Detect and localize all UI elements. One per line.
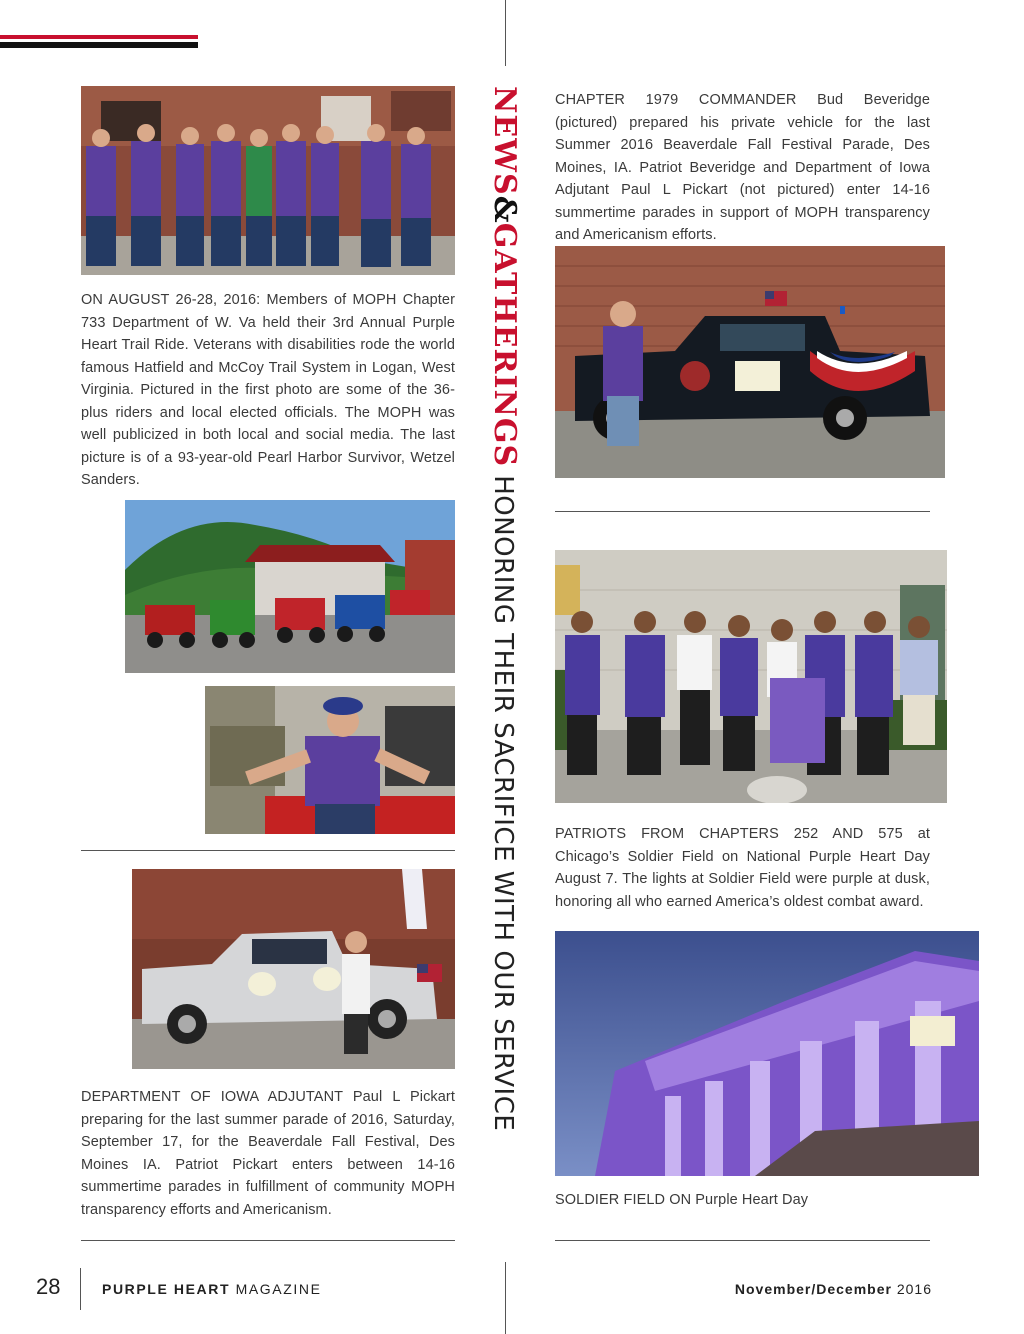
top-divider-line [505, 0, 506, 66]
caption-iowa-adjutant: DEPARTMENT OF IOWA ADJUTANT Paul L Pickart preparing for the last summer parade of 2016, Saturday, September 17, for the Beaverdale Fall Festival, Des Moines IA. Patriot Pickart enters between 14-16 summertime parades in fulfillment of community MOPH transparency efforts and Americanism. [81, 1089, 455, 1218]
photo-trail-ride-group [81, 86, 455, 275]
left-divider-rule-2 [81, 1240, 455, 1241]
page-number: 28 [36, 1274, 61, 1299]
section-subtitle: HONORING THEIR SACRIFICE WITH OUR SERVICE [488, 475, 518, 1132]
magazine-name [102, 1281, 322, 1297]
title-gatherings: GATHERINGS [487, 222, 522, 468]
header-red-rule [0, 35, 198, 39]
section-title [488, 86, 520, 1246]
caption-commander: CHAPTER 1979 COMMANDER Bud Beveridge (pictured) prepared his private vehicle for the last Summer 2016 Beaverdale Fall Festival Parade, Des Moines, IA. Patriot Beveridge and Department of Iowa Adjutant Paul L Pickart (not pictured) enter 14-16 summertime parades in support of MOPH transparency and Americanism efforts. [555, 92, 930, 243]
right-divider-rule-2 [555, 1240, 930, 1241]
issue-months: November/December [734, 1281, 892, 1297]
issue-date [735, 1281, 932, 1297]
photo-iowa-adjutant-truck [132, 869, 455, 1069]
magazine-name-rest: MAGAZINE [235, 1281, 322, 1297]
magazine-name-bold: PURPLE HEART [102, 1281, 231, 1297]
title-ampersand: & [487, 195, 522, 223]
title-news: NEWS [487, 86, 522, 196]
photo-soldier-field-purple [555, 931, 979, 1176]
photo-commander-pickup [555, 246, 945, 478]
header-black-rule [0, 42, 198, 48]
footer-divider-line [80, 1268, 81, 1310]
caption-trail-ride: ON AUGUST 26-28, 2016: Members of MOPH Chapter 733 Department of W. Va held their 3rd Annual Purple Heart Trail Ride. Veterans with disabilities rode the world famous Hatfield and McCoy Trail System in Logan, West Virginia. Pictured in the first photo are some of the 36-plus riders and local elected officials. The MOPH was well publicized in both local and social media. The last picture is of a 93-year-old Pearl Harbor Survivor, Wetzel Sanders. [81, 292, 455, 488]
photo-trail-ride-vehicles [125, 500, 455, 673]
caption-soldier-field: SOLDIER FIELD ON Purple Heart Day [555, 1192, 809, 1208]
caption-soldier-field-patriots: PATRIOTS FROM CHAPTERS 252 AND 575 at Chicago’s Soldier Field on National Purple Heart Day August 7. The lights at Soldier Field were purple at dusk, honoring all who earned America’s oldest combat award. [555, 826, 930, 910]
photo-pearl-harbor-survivor [205, 686, 455, 834]
right-divider-rule-1 [555, 511, 930, 512]
left-divider-rule-1 [81, 850, 455, 851]
bottom-divider-line [505, 1262, 506, 1334]
issue-year: 2016 [896, 1281, 932, 1297]
photo-soldier-field-patriots [555, 550, 947, 803]
